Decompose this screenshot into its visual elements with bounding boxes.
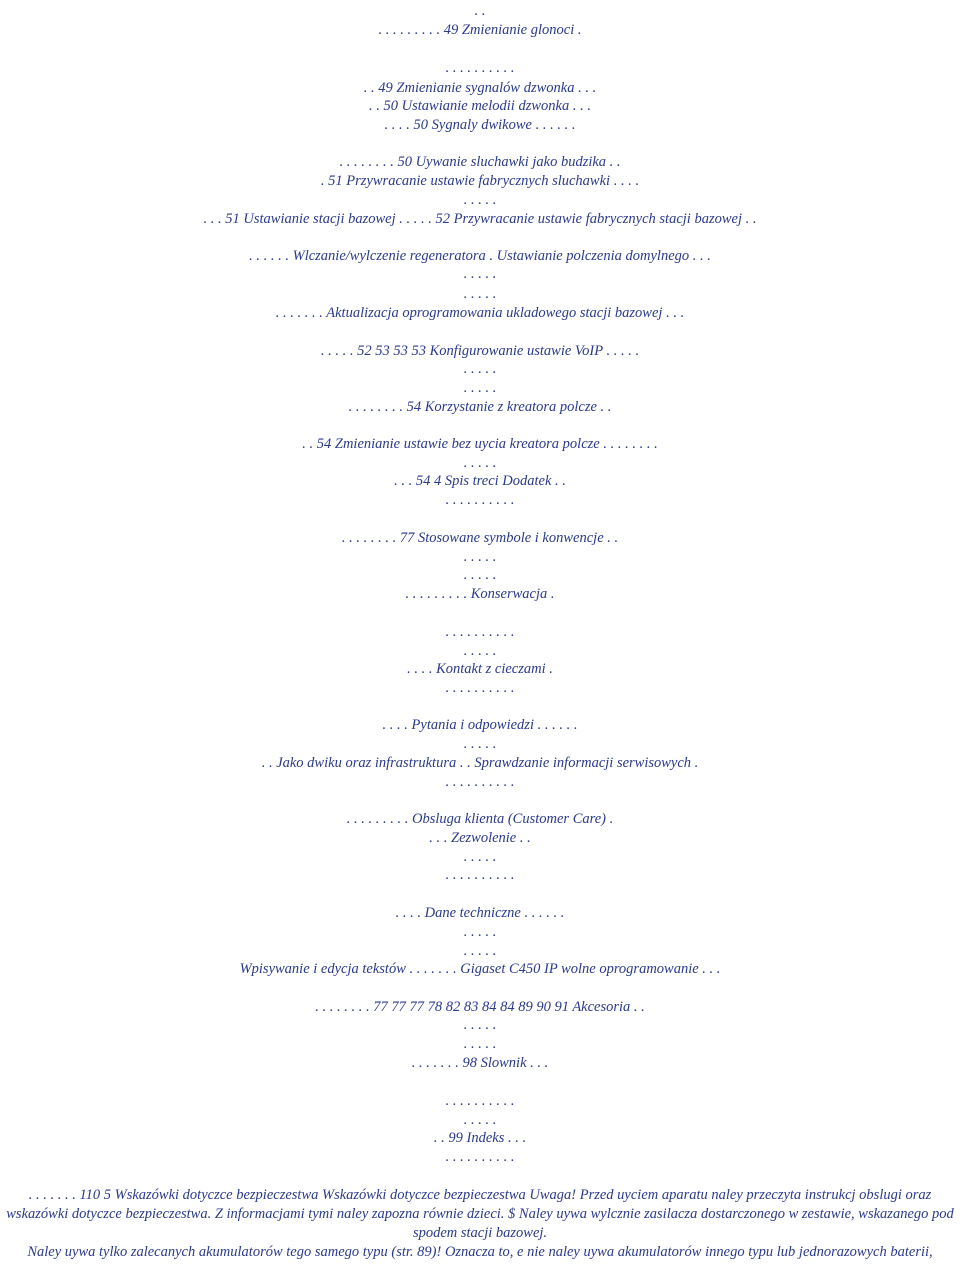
toc-line: . . . . . . . . . . bbox=[445, 867, 515, 883]
toc-line: . . . . . . . . . . bbox=[445, 492, 515, 508]
toc-line: . . . . . . Wlczanie/wylczenie regeneratora . Ustawianie polczenia domylnego . . . bbox=[249, 248, 711, 264]
toc-line: . . . . . bbox=[463, 286, 497, 302]
toc-line: . . 99 Indeks . . . bbox=[433, 1130, 527, 1146]
toc-line: . . 50 Ustawianie melodii dzwonka . . . bbox=[369, 98, 591, 114]
toc-line: . . . . . . . . . Obsluga klienta (Customer Care) . bbox=[346, 811, 614, 827]
safety-paragraph: . . . . . . . 110 5 Wskazówki dotyczce bezpieczestwa Wskazówki dotyczce bezpieczestwa Uwaga! Przed uyciem aparatu naley przeczyta instrukcj obslugi oraz wskazówki dotyczce bezpieczestwa. Z informacjami tymi naley zapozna równie dzieci. $ Naley uywa wylcznie zasilacza dostarczonego w zestawie, wskazanego pod spodem stacji bazowej. bbox=[6, 1187, 954, 1241]
toc-line: . . . . . bbox=[463, 549, 497, 565]
toc-line: . . . . . bbox=[463, 736, 497, 752]
toc-line: . . . . . bbox=[463, 643, 497, 659]
toc-line: . . . . . . . . 77 Stosowane symbole i konwencje . . bbox=[341, 530, 619, 546]
toc-line: . . . . . . . . . . bbox=[445, 1149, 515, 1165]
toc-line: . . . . Kontakt z cieczami . bbox=[407, 661, 553, 677]
toc-line: . . . 51 Ustawianie stacji bazowej . . . . . 52 Przywracanie ustawie fabrycznych stacji bazowej . . bbox=[203, 211, 757, 227]
toc-line: . . . . . bbox=[463, 266, 497, 282]
toc-line: . . . . . bbox=[463, 361, 497, 377]
toc-line: . . . 54 4 Spis treci Dodatek . . bbox=[394, 473, 566, 489]
toc-line: . . . . . 52 53 53 53 Konfigurowanie ustawie VoIP . . . . . bbox=[320, 343, 640, 359]
toc-line: . . . Zezwolenie . . bbox=[429, 830, 531, 846]
safety-paragraph: Naley uywa tylko zalecanych akumulatorów tego samego typu (str. 89)! Oznacza to, e nie naley uywa akumulatorów innego typu lub jednorazowych baterii, bbox=[27, 1244, 933, 1260]
toc-line: . . . . . bbox=[463, 1112, 497, 1128]
toc-line: . . . . . . . . . . bbox=[445, 774, 515, 790]
toc-line: . 51 Przywracanie ustawie fabrycznych sluchawki . . . . bbox=[320, 173, 640, 189]
toc-line: . . Jako dwiku oraz infrastruktura . . Sprawdzanie informacji serwisowych . bbox=[261, 755, 699, 771]
toc-line: . . bbox=[474, 3, 486, 19]
toc-line: . . . . . . . . 77 77 77 78 82 83 84 84 89 90 91 Akcesoria . . bbox=[315, 999, 645, 1015]
toc-line: . . . . . . . . . . bbox=[445, 1093, 515, 1109]
toc-line: . . . . Pytania i odpowiedzi . . . . . . bbox=[382, 717, 578, 733]
toc-line: . . . . . . . 98 Slownik . . . bbox=[411, 1055, 549, 1071]
toc-line: . . . . Dane techniczne . . . . . . bbox=[395, 905, 565, 921]
toc-line: . . . . . . . . 50 Uywanie sluchawki jako budzika . . bbox=[339, 154, 621, 170]
toc-line: . . . . . bbox=[463, 849, 497, 865]
toc-line: . . . . . . . . . . bbox=[445, 60, 515, 76]
toc-line: . . . . . . . . . . bbox=[445, 680, 515, 696]
toc-line: Wpisywanie i edycja tekstów . . . . . . . Gigaset C450 IP wolne oprogramowanie . . . bbox=[239, 961, 721, 977]
toc-line: . . 54 Zmienianie ustawie bez uycia kreatora polcze . . . . . . . . bbox=[302, 436, 658, 452]
toc-line: . . . . . bbox=[463, 1017, 497, 1033]
toc-line: . . . . . bbox=[463, 924, 497, 940]
toc-line: . . . . 50 Sygnaly dwikowe . . . . . . bbox=[384, 117, 576, 133]
toc-line: . . . . . bbox=[463, 1036, 497, 1052]
toc-line: . . . . . . . . 54 Korzystanie z kreatora polcze . . bbox=[348, 399, 612, 415]
toc-line: . . . . . . . . . Konserwacja . bbox=[405, 586, 555, 602]
toc-line: . . . . . bbox=[463, 192, 497, 208]
toc-line: . . . . . bbox=[463, 943, 497, 959]
toc-line: . . 49 Zmienianie sygnalów dzwonka . . . bbox=[363, 80, 597, 96]
toc-line: . . . . . bbox=[463, 455, 497, 471]
toc-line: . . . . . bbox=[463, 380, 497, 396]
toc-line: . . . . . . . . . 49 Zmienianie glonoci . bbox=[378, 22, 582, 38]
toc-line: . . . . . . . Aktualizacja oprogramowania ukladowego stacji bazowej . . . bbox=[275, 305, 685, 321]
toc-line: . . . . . bbox=[463, 567, 497, 583]
toc-line: . . . . . . . . . . bbox=[445, 624, 515, 640]
